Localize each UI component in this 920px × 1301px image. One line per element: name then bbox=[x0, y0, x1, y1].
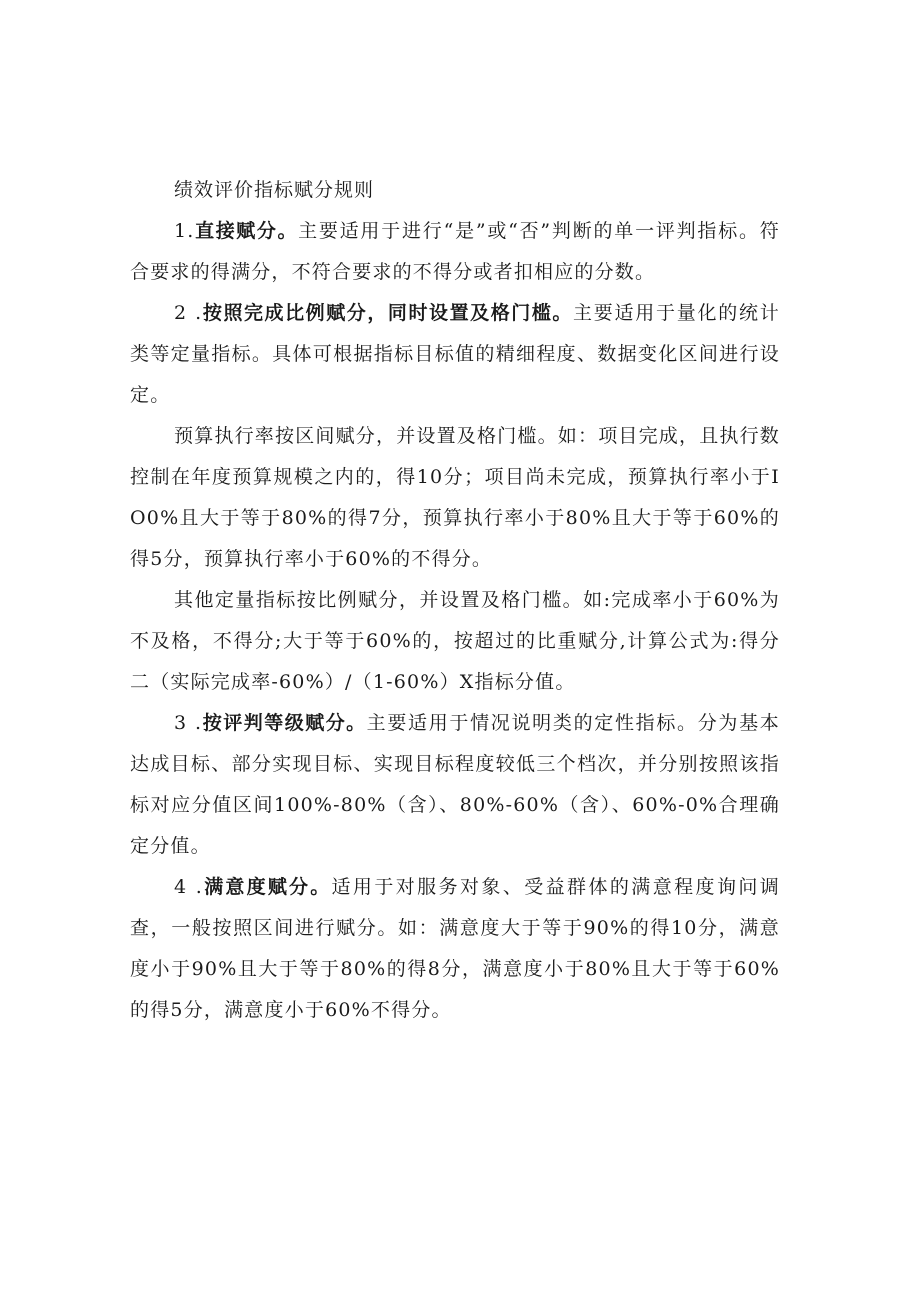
paragraph-number: 1. bbox=[174, 220, 195, 242]
paragraph-budget-execution bbox=[130, 416, 780, 580]
paragraph-satisfaction-scoring bbox=[130, 867, 780, 1031]
paragraph-heading: 按照完成比例赋分，同时设置及格门槛。 bbox=[202, 302, 573, 324]
paragraph-heading: 按评判等级赋分。 bbox=[202, 712, 367, 734]
paragraph-heading: 满意度赋分。 bbox=[202, 876, 332, 898]
paragraph-grade-scoring bbox=[130, 703, 780, 867]
paragraph-text: 适用于对服务对象、受益群体的满意程度询问调查，一般按照区间进行赋分。如：满意度大于等于90%的得10分，满意度小于90%且大于等于80%的得8分，满意度小于80%且大于等于60%的得5分，满意度小于60%不得分。 bbox=[130, 876, 780, 1021]
paragraph-heading: 直接赋分。 bbox=[194, 220, 299, 242]
paragraph-text: 主要适用于情况说明类的定性指标。分为基本达成目标、部分实现目标、实现目标程度较低三个档次，并分别按照该指标对应分值区间100%-80%（含）、80%-60%（含）、60%-0%合理确定分值。 bbox=[130, 712, 780, 857]
paragraph-text: 主要适用于量化的统计类等定量指标。具体可根据指标目标值的精细程度、数据变化区间进行设定。 bbox=[130, 302, 780, 406]
document-title: 绩效评价指标赋分规则 bbox=[174, 179, 375, 201]
paragraph-number: 3 . bbox=[174, 712, 203, 734]
paragraph-direct-scoring bbox=[130, 211, 780, 293]
paragraph-other-quantitative bbox=[130, 580, 780, 703]
paragraph-text: 预算执行率按区间赋分，并设置及格门槛。如：项目完成，且执行数控制在年度预算规模之内的，得10分；项目尚未完成，预算执行率小于IO0%且大于等于80%的得7分，预算执行率小于80%且大于等于60%的得5分，预算执行率小于60%的不得分。 bbox=[130, 425, 781, 570]
paragraph-number: 4 . bbox=[174, 876, 203, 898]
paragraph-text: 其他定量指标按比例赋分，并设置及格门槛。如:完成率小于60%为不及格，不得分;大于等于60%的，按超过的比重赋分,计算公式为:得分二（实际完成率-60%）/（1-60%）X指标分值。 bbox=[130, 589, 780, 693]
paragraph-text: 主要适用于进行“是”或“否”判断的单一评判指标。符合要求的得满分，不符合要求的不得分或者扣相应的分数。 bbox=[130, 220, 780, 283]
document-body bbox=[130, 170, 780, 1031]
paragraph-number: 2 . bbox=[174, 302, 203, 324]
paragraph-ratio-scoring bbox=[130, 293, 780, 416]
